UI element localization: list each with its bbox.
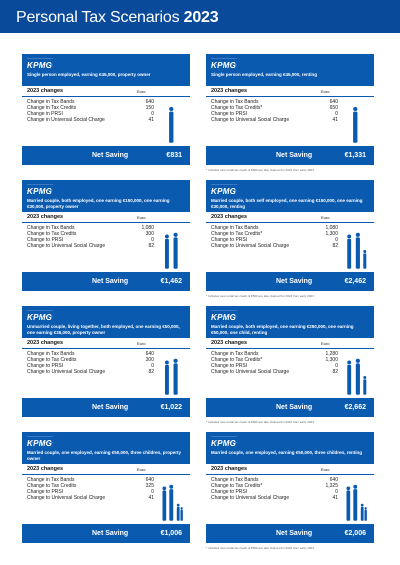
row-label: Change to Universal Social Charge <box>211 243 290 249</box>
table-header <box>206 213 374 223</box>
kpmg-logo-text: KPMG <box>27 313 53 322</box>
table-row <box>211 117 338 123</box>
scenario-subtitle: Unmarried couple, living together, both employed, one earning €50,000, one earning €35,000, property owner <box>27 324 180 335</box>
row-value: 1,325 <box>325 483 338 489</box>
row-label: Change to Tax Credits* <box>211 231 263 237</box>
row-value: 82 <box>148 369 154 375</box>
row-label: Change to PRSI <box>27 489 64 495</box>
people-figure-icon <box>160 350 186 398</box>
net-saving-label: Net Saving <box>92 530 129 537</box>
scenario-card <box>206 306 374 417</box>
title-light: Personal Tax Scenarios <box>16 9 184 26</box>
row-value: 150 <box>145 105 154 111</box>
card-footer <box>206 398 374 417</box>
row-label: Change in Universal Social Charge <box>27 117 105 123</box>
net-saving-amount: €2,006 <box>344 530 366 537</box>
changes-table <box>27 477 154 501</box>
scenario-subtitle: Single person employed, earning €45,000, renting <box>211 72 318 77</box>
row-value: 41 <box>148 495 154 501</box>
net-saving-label: Net Saving <box>92 404 129 411</box>
row-value: 41 <box>332 495 338 501</box>
table-header-label: 2023 changes <box>211 88 248 94</box>
euro-column-label: Euro <box>137 215 146 220</box>
row-value: 640 <box>145 351 154 357</box>
row-value: 82 <box>148 243 154 249</box>
card-header <box>22 306 190 338</box>
people-figure-icon <box>344 224 370 272</box>
people-figure-icon <box>344 98 370 146</box>
page-title <box>16 9 218 27</box>
row-label: Change to PRSI <box>211 363 248 369</box>
net-saving-amount: €1,331 <box>344 152 366 159</box>
scenario-subtitle: Married couple, one employed, earning €50,000, three children, property owner <box>27 450 182 461</box>
table-header-label: 2023 changes <box>27 340 64 346</box>
scenario-card <box>206 54 374 165</box>
changes-table <box>27 351 154 375</box>
euro-column-label: Euro <box>321 215 330 220</box>
card-header <box>22 180 190 212</box>
table-row <box>211 369 338 375</box>
table-row <box>27 495 154 501</box>
card-footer <box>22 398 190 417</box>
row-value: 1,300 <box>325 231 338 237</box>
row-value: 640 <box>329 477 338 483</box>
table-row <box>27 117 154 123</box>
table-header <box>206 339 374 349</box>
row-label: Change in Tax Bands <box>27 225 75 231</box>
row-label: Change to Tax Credits* <box>211 483 263 489</box>
changes-table <box>27 225 154 249</box>
euro-column-label: Euro <box>321 467 330 472</box>
row-label: Change to Tax Credits* <box>211 357 263 363</box>
euro-column-label: Euro <box>321 341 330 346</box>
net-saving-label: Net Saving <box>276 152 313 159</box>
table-header <box>22 339 190 349</box>
table-header-label: 2023 changes <box>211 340 248 346</box>
row-value: 300 <box>145 231 154 237</box>
card-header <box>22 54 190 86</box>
footnote: * Includes new rental tax credit of €500 are also claimed for 2022 from early 2023 <box>206 294 314 298</box>
table-header-label: 2023 changes <box>211 466 248 472</box>
row-value: 41 <box>148 117 154 123</box>
net-saving-label: Net Saving <box>276 278 313 285</box>
row-label: Change in Tax Bands <box>211 351 259 357</box>
title-year: 2023 <box>183 9 219 26</box>
row-value: 1,300 <box>325 357 338 363</box>
row-value: 41 <box>332 117 338 123</box>
scenario-card <box>22 54 190 165</box>
kpmg-logo-text: KPMG <box>27 61 53 70</box>
row-value: 640 <box>145 99 154 105</box>
row-label: Change in Tax Bands <box>211 225 259 231</box>
scenario-card <box>22 180 190 291</box>
card-header <box>206 180 374 212</box>
card-footer <box>22 146 190 165</box>
net-saving-label: Net Saving <box>276 404 313 411</box>
row-label: Change to Universal Social Charge <box>27 495 106 501</box>
row-label: Change to Universal Social Charge <box>27 369 106 375</box>
changes-table <box>211 225 338 249</box>
card-footer <box>206 272 374 291</box>
scenario-subtitle: Married couple, both employed, one earning €250,000, one earning €50,000, one child, renting <box>211 324 354 335</box>
table-row <box>211 243 338 249</box>
scenario-card <box>206 180 374 291</box>
row-label: Change to PRSI <box>27 363 64 369</box>
table-row <box>27 369 154 375</box>
table-header-label: 2023 changes <box>27 88 64 94</box>
title-bar <box>0 0 400 33</box>
row-label: Change to Universal Social Charge <box>211 369 290 375</box>
row-value: 640 <box>145 477 154 483</box>
row-value: 650 <box>329 105 338 111</box>
row-value: 0 <box>151 363 154 369</box>
row-value: 0 <box>151 111 154 117</box>
row-label: Change to Universal Social Charge <box>211 117 290 123</box>
row-value: 0 <box>151 237 154 243</box>
row-value: 300 <box>145 357 154 363</box>
table-row <box>27 243 154 249</box>
row-value: 1,080 <box>141 225 154 231</box>
kpmg-logo-text: KPMG <box>211 439 237 448</box>
row-label: Change in Tax Credits <box>27 105 77 111</box>
row-label: Change to Universal Social Charge <box>211 495 290 501</box>
footnote: * Includes new rental tax credit of €500 are also claimed for 2022 from early 2023 <box>206 546 314 550</box>
row-label: Change in Tax Bands <box>211 477 259 483</box>
people-figure-icon <box>160 98 186 146</box>
scenario-subtitle: Married couple, both self employed, one earning €150,000, one earning €30,000, renting <box>211 198 363 209</box>
card-footer <box>22 524 190 543</box>
row-value: 0 <box>335 237 338 243</box>
row-value: 325 <box>145 483 154 489</box>
row-label: Change to Tax Credits* <box>211 105 263 111</box>
row-value: 0 <box>335 111 338 117</box>
row-label: Change to Tax Credits <box>27 483 77 489</box>
people-figure-icon <box>344 476 370 524</box>
row-label: Change to PRSI <box>211 237 248 243</box>
row-value: 1,280 <box>325 351 338 357</box>
net-saving-amount: €1,462 <box>160 278 182 285</box>
row-label: Change to Tax Credits <box>27 357 77 363</box>
net-saving-label: Net Saving <box>92 278 129 285</box>
row-value: 0 <box>335 363 338 369</box>
footnote: * Includes new rental tax credit of €500 are also claimed for 2022 from early 2023 <box>206 168 314 172</box>
row-value: 640 <box>329 99 338 105</box>
row-label: Change in Tax Bands <box>27 477 75 483</box>
changes-table <box>211 99 338 123</box>
card-footer <box>206 146 374 165</box>
card-header <box>206 54 374 86</box>
table-header <box>206 87 374 97</box>
net-saving-label: Net Saving <box>92 152 129 159</box>
table-header <box>22 213 190 223</box>
scenario-subtitle: Married couple, one employed, earning €50,000, three children, renting <box>211 450 363 455</box>
row-label: Change in Tax Bands <box>27 351 75 357</box>
euro-column-label: Euro <box>137 89 146 94</box>
row-label: Change to PRSI <box>211 111 248 117</box>
row-label: Change to PRSI <box>27 237 64 243</box>
row-value: 82 <box>332 243 338 249</box>
scenario-card <box>22 306 190 417</box>
kpmg-logo-text: KPMG <box>211 313 237 322</box>
table-header-label: 2023 changes <box>27 214 64 220</box>
row-label: Change in Tax Bands <box>211 99 259 105</box>
table-header <box>22 87 190 97</box>
card-header <box>206 432 374 464</box>
net-saving-label: Net Saving <box>276 530 313 537</box>
row-value: 0 <box>335 489 338 495</box>
table-header <box>22 465 190 475</box>
table-header-label: 2023 changes <box>27 466 64 472</box>
changes-table <box>27 99 154 123</box>
net-saving-amount: €831 <box>166 152 182 159</box>
row-value: 82 <box>332 369 338 375</box>
euro-column-label: Euro <box>321 89 330 94</box>
table-header-label: 2023 changes <box>211 214 248 220</box>
row-label: Change to PRSI <box>211 489 248 495</box>
euro-column-label: Euro <box>137 341 146 346</box>
table-row <box>211 495 338 501</box>
net-saving-amount: €1,006 <box>160 530 182 537</box>
people-figure-icon <box>160 476 186 524</box>
row-label: Change in Tax Bands <box>27 99 75 105</box>
net-saving-amount: €2,662 <box>344 404 366 411</box>
card-footer <box>206 524 374 543</box>
net-saving-amount: €2,462 <box>344 278 366 285</box>
card-header <box>22 432 190 464</box>
people-figure-icon <box>344 350 370 398</box>
scenario-subtitle: Married couple, both employed, one earning €150,000, one earning €30,000, property owner <box>27 198 170 209</box>
kpmg-logo-text: KPMG <box>27 439 53 448</box>
card-footer <box>22 272 190 291</box>
kpmg-logo-text: KPMG <box>211 61 237 70</box>
row-value: 1,080 <box>325 225 338 231</box>
scenario-subtitle: Single person employed, earning €45,000, property owner <box>27 72 151 77</box>
euro-column-label: Euro <box>137 467 146 472</box>
footnote: * Includes new rental tax credit of €500 are also claimed for 2022 from early 2023 <box>206 420 314 424</box>
row-value: 0 <box>151 489 154 495</box>
net-saving-amount: €1,022 <box>160 404 182 411</box>
people-figure-icon <box>160 224 186 272</box>
kpmg-logo-text: KPMG <box>211 187 237 196</box>
row-label: Change to Tax Credits <box>27 231 77 237</box>
changes-table <box>211 477 338 501</box>
scenario-card <box>206 432 374 543</box>
row-label: Change in PRSI <box>27 111 63 117</box>
table-header <box>206 465 374 475</box>
kpmg-logo-text: KPMG <box>27 187 53 196</box>
row-label: Change to Universal Social Charge <box>27 243 106 249</box>
changes-table <box>211 351 338 375</box>
card-header <box>206 306 374 338</box>
scenario-card <box>22 432 190 543</box>
